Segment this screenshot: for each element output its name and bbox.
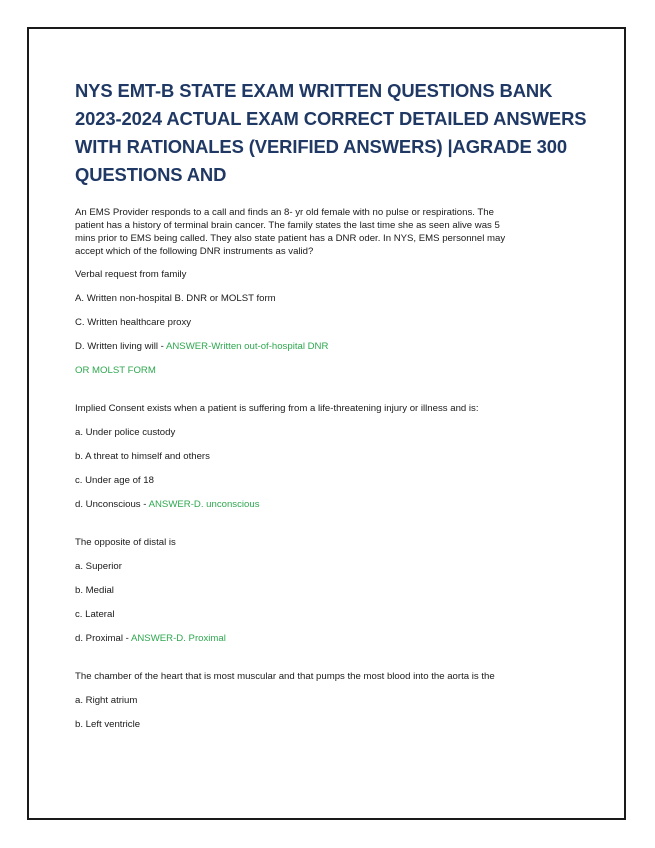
- question-4-option: a. Right atrium: [75, 695, 138, 706]
- question-3-stem: The opposite of distal is: [75, 537, 176, 548]
- title-line: NYS EMT-B STATE EXAM WRITTEN QUESTIONS BANK: [75, 80, 553, 101]
- document-title: [75, 77, 585, 189]
- question-2-option-d: [75, 498, 585, 512]
- question-1-stem: [75, 206, 585, 258]
- question-1-stem-line: patient has a history of terminal brain cancer. The family states the last time she as seen alive was 5: [75, 220, 500, 231]
- question-1-answer: ANSWER-Written out-of-hospital DNR: [165, 341, 329, 352]
- question-1-stem-line: An EMS Provider responds to a call and finds an 8- yr old female with no pulse or respirations. The: [75, 207, 494, 218]
- option-text: d. Unconscious -: [75, 499, 149, 510]
- question-3-option: c. Lateral: [75, 609, 115, 620]
- question-3-option-d: [75, 632, 585, 646]
- question-3-answer: ANSWER-D. Proximal: [130, 633, 226, 644]
- question-3-option: b. Medial: [75, 585, 114, 596]
- option-text: D. Written living will -: [75, 341, 166, 352]
- question-1-option: Verbal request from family: [75, 269, 187, 280]
- document-content: [75, 77, 585, 742]
- question-3-option: a. Superior: [75, 561, 122, 572]
- title-line: 2023-2024 ACTUAL EXAM CORRECT DETAILED ANSWERS: [75, 108, 587, 129]
- question-4-stem: The chamber of the heart that is most muscular and that pumps the most blood into the aorta is the: [75, 671, 495, 682]
- question-1-stem-line: accept which of the following DNR instruments as valid?: [75, 246, 314, 257]
- question-1-option-d: [75, 340, 585, 354]
- question-2-option: b. A threat to himself and others: [75, 451, 210, 462]
- question-1-option: C. Written healthcare proxy: [75, 317, 192, 328]
- option-text: d. Proximal -: [75, 633, 131, 644]
- question-2-answer: ANSWER-D. unconscious: [148, 499, 260, 510]
- question-2-stem: Implied Consent exists when a patient is suffering from a life-threatening injury or illness and is:: [75, 403, 479, 414]
- question-1-option: A. Written non-hospital B. DNR or MOLST form: [75, 293, 276, 304]
- question-2-option: a. Under police custody: [75, 427, 176, 438]
- title-line: WITH RATIONALES (VERIFIED ANSWERS) |AGRADE 300: [75, 136, 568, 157]
- title-line: QUESTIONS AND: [75, 164, 227, 185]
- question-1-stem-line: mins prior to EMS being called. They also state patient has a DNR oder. In NYS, EMS personnel may: [75, 233, 506, 244]
- question-2-option: c. Under age of 18: [75, 475, 154, 486]
- question-4-option: b. Left ventricle: [75, 719, 141, 730]
- question-1-answer-cont: OR MOLST FORM: [75, 365, 156, 376]
